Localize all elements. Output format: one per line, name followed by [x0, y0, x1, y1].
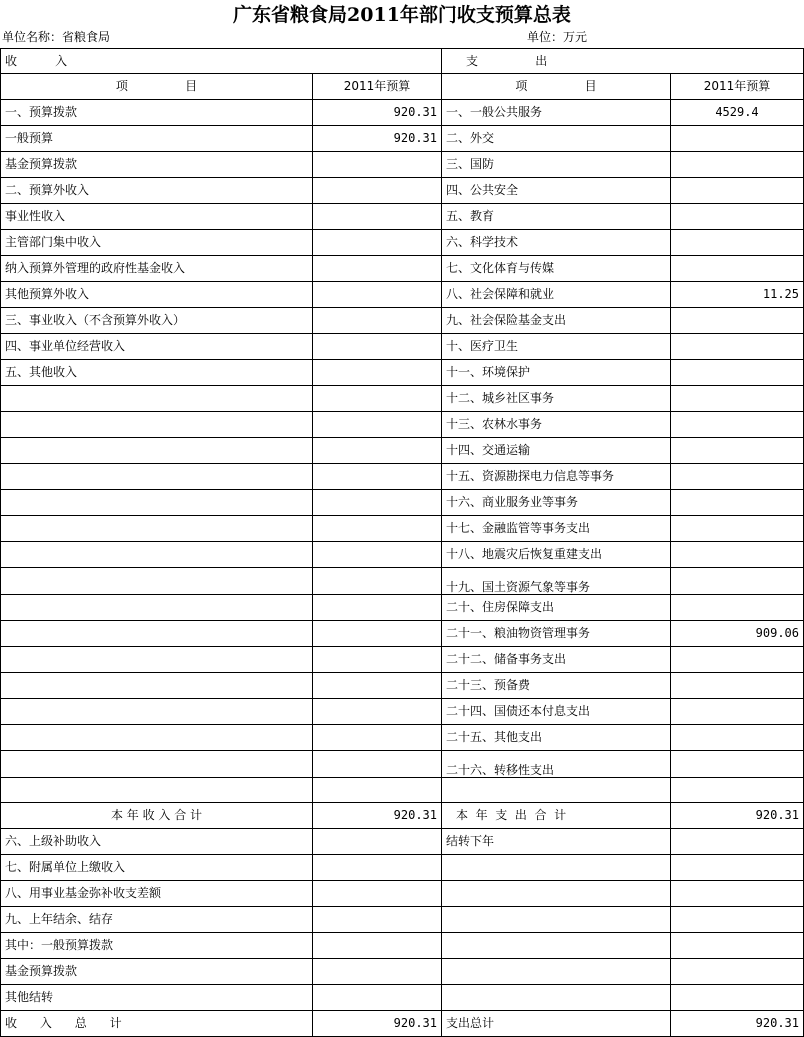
- income-item: 六、上级补助收入: [1, 829, 313, 855]
- income-value: [313, 204, 442, 230]
- expense-total-value: 920.31: [671, 1011, 804, 1037]
- expense-value: [671, 751, 804, 778]
- expense-item: 三、国防: [442, 152, 671, 178]
- expense-item: 二十二、储备事务支出: [442, 647, 671, 673]
- expense-value: [671, 699, 804, 725]
- expense-value: [671, 334, 804, 360]
- expense-item: 十二、城乡社区事务: [442, 386, 671, 412]
- section-header-row: [1, 49, 804, 74]
- income-value: [313, 490, 442, 516]
- expense-value: [671, 152, 804, 178]
- income-item: 一、预算拨款: [1, 100, 313, 126]
- income-item: 四、事业单位经营收入: [1, 334, 313, 360]
- expense-value: [671, 412, 804, 438]
- income-item: [1, 464, 313, 490]
- expense-value: [671, 204, 804, 230]
- income-item: 其他结转: [1, 985, 313, 1011]
- table-row: [1, 985, 804, 1011]
- income-value: [313, 647, 442, 673]
- table-row: [1, 933, 804, 959]
- income-item-header: 项 目: [1, 74, 313, 100]
- table-row: [1, 516, 804, 542]
- table-row: [1, 464, 804, 490]
- table-row: [1, 568, 804, 595]
- table-row: [1, 725, 804, 751]
- expense-item: 十七、金融监管等事务支出: [442, 516, 671, 542]
- income-value: [313, 282, 442, 308]
- expense-value: [671, 386, 804, 412]
- income-value: [313, 829, 442, 855]
- expense-value: [671, 230, 804, 256]
- income-item: [1, 699, 313, 725]
- income-item: 基金预算拨款: [1, 959, 313, 985]
- table-row: [1, 204, 804, 230]
- income-value: [313, 595, 442, 621]
- expense-item: 二十、住房保障支出: [442, 595, 671, 621]
- income-item: 其中：一般预算拨款: [1, 933, 313, 959]
- column-header-row: [1, 74, 804, 100]
- unit-name-value: 省粮食局: [62, 30, 111, 44]
- unit-name-label: 单位名称：: [2, 30, 63, 44]
- income-value: [313, 178, 442, 204]
- income-value: [313, 907, 442, 933]
- income-item: [1, 542, 313, 568]
- table-row: [1, 855, 804, 881]
- income-item: [1, 516, 313, 542]
- table-row: [1, 699, 804, 725]
- income-value: [313, 230, 442, 256]
- income-value: [313, 725, 442, 751]
- expense-item: 十五、资源勘探电力信息等事务: [442, 464, 671, 490]
- income-item: 八、用事业基金弥补收支差额: [1, 881, 313, 907]
- table-row: [1, 230, 804, 256]
- table-row: [1, 881, 804, 907]
- expense-item: 二十三、预备费: [442, 673, 671, 699]
- income-item: [1, 647, 313, 673]
- table-row: [1, 100, 804, 126]
- income-item: 其他预算外收入: [1, 282, 313, 308]
- expense-value: [671, 778, 804, 803]
- table-row: [1, 751, 804, 778]
- income-item: 一般预算: [1, 126, 313, 152]
- table-row: [1, 959, 804, 985]
- income-subtotal-label: 本 年 收 入 合 计: [1, 803, 313, 829]
- income-item: [1, 595, 313, 621]
- expense-value: [671, 126, 804, 152]
- table-row: [1, 178, 804, 204]
- income-value: [313, 673, 442, 699]
- expense-item: 十九、国土资源气象等事务: [442, 568, 671, 595]
- expense-value: [671, 568, 804, 595]
- income-item: 五、其他收入: [1, 360, 313, 386]
- expense-value: [671, 959, 804, 985]
- expense-item: 十八、地震灾后恢复重建支出: [442, 542, 671, 568]
- expense-total-label: 支出总计: [442, 1011, 671, 1037]
- expense-item: 十、医疗卫生: [442, 334, 671, 360]
- expense-subtotal-label: 本 年 支 出 合 计: [442, 803, 671, 829]
- income-budget-header: 2011年预算: [313, 74, 442, 100]
- expense-value: [671, 907, 804, 933]
- expense-value: [671, 595, 804, 621]
- expense-value: [671, 178, 804, 204]
- expense-item: 十六、商业服务业等事务: [442, 490, 671, 516]
- expense-value: [671, 542, 804, 568]
- expense-value: [671, 516, 804, 542]
- income-value: [313, 855, 442, 881]
- table-row: [1, 308, 804, 334]
- income-value: [313, 152, 442, 178]
- income-value: 920.31: [313, 126, 442, 152]
- expense-value: [671, 881, 804, 907]
- income-value: [313, 933, 442, 959]
- table-row: [1, 360, 804, 386]
- table-row: [1, 621, 804, 647]
- unit-meta: [527, 28, 587, 46]
- income-item: 基金预算拨款: [1, 152, 313, 178]
- table-row: [1, 412, 804, 438]
- expense-value: 4529.4: [671, 100, 804, 126]
- table-row: [1, 152, 804, 178]
- income-item: [1, 621, 313, 647]
- expense-item: 二十一、粮油物资管理事务: [442, 621, 671, 647]
- income-value: [313, 699, 442, 725]
- expense-value: [671, 829, 804, 855]
- expense-item: 六、科学技术: [442, 230, 671, 256]
- income-item: 纳入预算外管理的政府性基金收入: [1, 256, 313, 282]
- income-item: 事业性收入: [1, 204, 313, 230]
- expense-value: [671, 855, 804, 881]
- table-row: [1, 126, 804, 152]
- income-section-header: 收 入: [1, 49, 442, 74]
- expense-value: [671, 360, 804, 386]
- unit-label: 单位：: [527, 30, 564, 44]
- income-value: [313, 438, 442, 464]
- income-item: [1, 751, 313, 778]
- expense-item: 十四、交通运输: [442, 438, 671, 464]
- expense-item: [442, 855, 671, 881]
- income-value: [313, 751, 442, 778]
- expense-value: [671, 308, 804, 334]
- income-value: [313, 386, 442, 412]
- table-row: [1, 438, 804, 464]
- expense-item: 二十六、转移性支出: [442, 751, 671, 778]
- table-row: [1, 256, 804, 282]
- expense-item: 四、公共安全: [442, 178, 671, 204]
- table-row: [1, 595, 804, 621]
- total-row: [1, 1011, 804, 1037]
- income-item: [1, 490, 313, 516]
- expense-item: [442, 933, 671, 959]
- income-value: [313, 360, 442, 386]
- income-item: [1, 673, 313, 699]
- table-row: [1, 542, 804, 568]
- income-item: 三、事业收入（不含预算外收入）: [1, 308, 313, 334]
- expense-value: [671, 438, 804, 464]
- income-item: [1, 568, 313, 595]
- unit-name-meta: [2, 28, 110, 46]
- table-row: [1, 829, 804, 855]
- income-value: [313, 334, 442, 360]
- table-row: [1, 778, 804, 803]
- table-row: [1, 907, 804, 933]
- expense-item: [442, 778, 671, 803]
- expense-item: 结转下年: [442, 829, 671, 855]
- expense-item: [442, 907, 671, 933]
- income-value: [313, 256, 442, 282]
- expense-item-header: 项 目: [442, 74, 671, 100]
- expense-value: 11.25: [671, 282, 804, 308]
- expense-item: [442, 959, 671, 985]
- expense-item: 一、一般公共服务: [442, 100, 671, 126]
- table-row: [1, 334, 804, 360]
- table-row: [1, 282, 804, 308]
- income-value: [313, 778, 442, 803]
- income-value: [313, 568, 442, 595]
- income-value: [313, 516, 442, 542]
- income-item: 二、预算外收入: [1, 178, 313, 204]
- income-item: 主管部门集中收入: [1, 230, 313, 256]
- table-row: [1, 647, 804, 673]
- expense-value: [671, 464, 804, 490]
- table-row: [1, 673, 804, 699]
- expense-item: [442, 985, 671, 1011]
- expense-item: 十一、环境保护: [442, 360, 671, 386]
- expense-item: 五、教育: [442, 204, 671, 230]
- income-item: [1, 438, 313, 464]
- income-value: [313, 542, 442, 568]
- expense-value: [671, 490, 804, 516]
- expense-item: [442, 881, 671, 907]
- income-value: [313, 621, 442, 647]
- expense-item: 二十四、国债还本付息支出: [442, 699, 671, 725]
- expense-item: 十三、农林水事务: [442, 412, 671, 438]
- income-value: [313, 412, 442, 438]
- income-value: [313, 308, 442, 334]
- subtotal-row: [1, 803, 804, 829]
- table-row: [1, 490, 804, 516]
- expense-value: [671, 673, 804, 699]
- income-subtotal-value: 920.31: [313, 803, 442, 829]
- expense-item: 二十五、其他支出: [442, 725, 671, 751]
- income-total-label: 收 入 总 计: [1, 1011, 313, 1037]
- table-row: [1, 386, 804, 412]
- expense-budget-header: 2011年预算: [671, 74, 804, 100]
- expense-value: [671, 256, 804, 282]
- income-value: [313, 464, 442, 490]
- expense-section-header: 支 出: [442, 49, 804, 74]
- expense-value: [671, 933, 804, 959]
- expense-value: [671, 647, 804, 673]
- unit-value: 万元: [563, 30, 588, 44]
- income-item: 九、上年结余、结存: [1, 907, 313, 933]
- expense-value: [671, 985, 804, 1011]
- income-total-value: 920.31: [313, 1011, 442, 1037]
- income-value: 920.31: [313, 100, 442, 126]
- expense-item: 八、社会保障和就业: [442, 282, 671, 308]
- income-item: [1, 778, 313, 803]
- income-value: [313, 985, 442, 1011]
- income-value: [313, 881, 442, 907]
- income-value: [313, 959, 442, 985]
- expense-item: 九、社会保险基金支出: [442, 308, 671, 334]
- expense-item: 七、文化体育与传媒: [442, 256, 671, 282]
- income-item: [1, 725, 313, 751]
- budget-table: [0, 48, 804, 1037]
- income-item: [1, 386, 313, 412]
- income-item: 七、附属单位上缴收入: [1, 855, 313, 881]
- income-item: [1, 412, 313, 438]
- expense-value: [671, 725, 804, 751]
- expense-value: 909.06: [671, 621, 804, 647]
- report-title: 广东省粮食局2011年部门收支预算总表: [233, 4, 571, 26]
- expense-subtotal-value: 920.31: [671, 803, 804, 829]
- expense-item: 二、外交: [442, 126, 671, 152]
